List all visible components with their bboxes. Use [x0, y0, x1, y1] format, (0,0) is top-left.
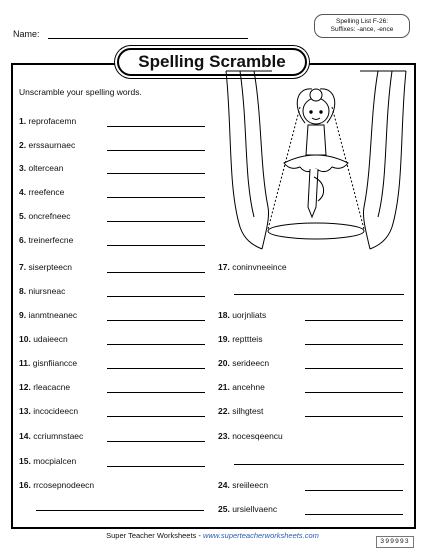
list-item: 8. niursneac [19, 286, 66, 296]
answer-line[interactable] [305, 392, 403, 393]
list-item: 22. silhgtest [218, 406, 264, 416]
answer-line[interactable] [107, 466, 205, 467]
list-item: 11. gisnfiiancce [19, 358, 78, 368]
answer-line[interactable] [234, 294, 404, 295]
answer-line[interactable] [107, 150, 205, 151]
list-item: 2. erssaurnaec [19, 140, 76, 150]
answer-line[interactable] [107, 221, 205, 222]
answer-line[interactable] [107, 344, 205, 345]
answer-line[interactable] [305, 416, 403, 417]
list-item: 23. nocesqeencu [218, 431, 283, 441]
answer-line[interactable] [107, 368, 205, 369]
list-item: 13. incocideecn [19, 406, 79, 416]
instructions: Unscramble your spelling words. [19, 87, 142, 97]
spelling-list-box [314, 14, 410, 38]
answer-line[interactable] [107, 320, 205, 321]
answer-line[interactable] [107, 197, 205, 198]
name-label: Name: [13, 29, 40, 39]
answer-line[interactable] [107, 441, 205, 442]
list-subtitle: Suffixes: -ance, -ence [330, 26, 394, 33]
answer-line[interactable] [107, 126, 205, 127]
answer-line[interactable] [305, 514, 403, 515]
list-item: 18. uorjnliats [218, 310, 267, 320]
list-item: 24. sreiileecn [218, 480, 269, 490]
list-item: 17. coninvneeince [218, 262, 287, 272]
worksheet-code: 399993 [376, 536, 414, 548]
list-item: 9. ianmtneanec [19, 310, 78, 320]
list-item: 19. repttteis [218, 334, 263, 344]
answer-line[interactable] [305, 490, 403, 491]
list-item: 21. ancehne [218, 382, 265, 392]
footer-link[interactable]: www.superteacherworksheets.com [202, 531, 319, 540]
list-item: 25. ursiellvaenc [218, 504, 278, 514]
answer-line[interactable] [305, 368, 403, 369]
name-line [48, 38, 248, 39]
answer-line[interactable] [107, 173, 205, 174]
answer-line[interactable] [234, 464, 404, 465]
ballerina-illustration [222, 67, 410, 257]
list-item: 6. treinerfecne [19, 235, 74, 245]
list-item: 5. oncrefneec [19, 211, 71, 221]
list-item: 10. udaieecn [19, 334, 68, 344]
list-item: 14. ccriumnstaec [19, 431, 84, 441]
answer-line[interactable] [107, 416, 205, 417]
answer-line[interactable] [107, 272, 205, 273]
answer-line[interactable] [107, 296, 205, 297]
list-title: Spelling List F-26: [335, 18, 389, 25]
footer-brand: Super Teacher Worksheets - [106, 531, 203, 540]
list-item: 4. rreefence [19, 187, 65, 197]
list-item: 20. serideecn [218, 358, 270, 368]
list-item: 12. rleacacne [19, 382, 71, 392]
list-item: 16. rrcosepnodeecn [19, 480, 95, 490]
list-item: 7. siserpteecn [19, 262, 72, 272]
list-item: 15. mocpialcen [19, 456, 77, 466]
answer-line[interactable] [107, 392, 205, 393]
answer-line[interactable] [36, 510, 204, 511]
answer-line[interactable] [107, 245, 205, 246]
answer-line[interactable] [305, 320, 403, 321]
footer [0, 531, 425, 540]
list-item: 1. reprofacemn [19, 116, 77, 126]
list-item: 3. oltercean [19, 163, 64, 173]
answer-line[interactable] [305, 344, 403, 345]
page-title: Spelling Scramble [117, 48, 307, 76]
